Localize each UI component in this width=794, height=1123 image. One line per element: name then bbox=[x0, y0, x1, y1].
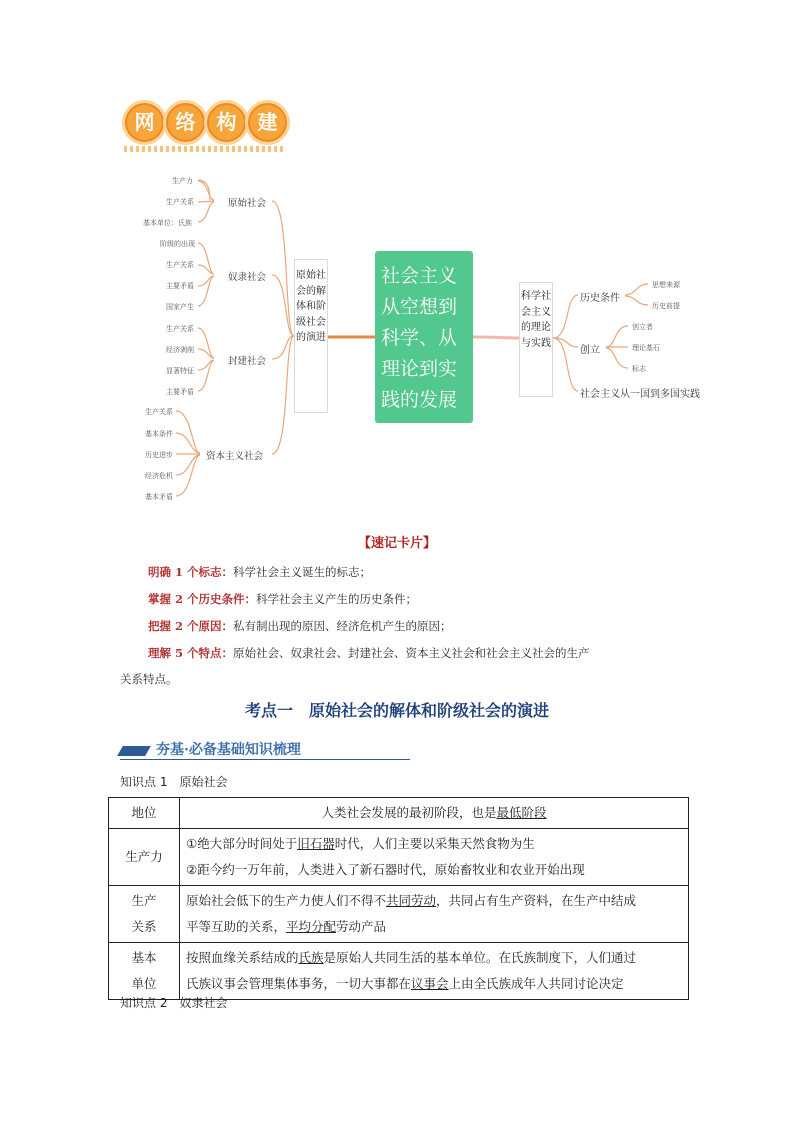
mm-leaf: 显著特征 bbox=[166, 367, 194, 375]
cell-text: 时代，人们主要以采集天然食物为生 bbox=[334, 836, 535, 851]
mm-leaf: 历史进步 bbox=[145, 451, 173, 459]
mm-right-node: 创立 bbox=[580, 345, 600, 356]
cell-underlined: 共同劳动 bbox=[386, 893, 437, 908]
cell-underlined: 最低阶段 bbox=[496, 805, 547, 820]
mm-right-branch: 科学社会主义的理论与实践 bbox=[519, 282, 553, 397]
mm-leaf: 生产关系 bbox=[166, 261, 194, 269]
cell-text: 平等互助的关系， bbox=[186, 919, 287, 934]
badge-char: 络 bbox=[163, 100, 208, 145]
badge-char: 网 bbox=[122, 100, 167, 145]
cards-title: 【速记卡片】 bbox=[357, 536, 436, 551]
card-key: 掌握 2 个历史条件： bbox=[148, 592, 257, 606]
mm-leaf: 主要矛盾 bbox=[166, 282, 194, 290]
cell-text: ①绝大部分时间处于 bbox=[186, 836, 298, 851]
cell-underlined: 平均分配 bbox=[286, 919, 337, 934]
cell-underlined: 议事会 bbox=[411, 976, 449, 991]
row-head-text: 生产关系 bbox=[131, 893, 157, 934]
mm-leaf: 国家产生 bbox=[166, 303, 194, 311]
card-line bbox=[148, 618, 452, 634]
mm-leaf: 基本矛盾 bbox=[145, 493, 173, 501]
mm-leaf: 经济危机 bbox=[145, 472, 173, 480]
card-text: 原始社会、奴隶社会、封建社会、资本主义社会和社会主义社会的生产 bbox=[233, 646, 590, 660]
knowledge-table bbox=[108, 797, 689, 1000]
table-row bbox=[109, 798, 689, 829]
cell-text: ②距今约一万年前，人类进入了新石器时代，原始畜牧业和农业开始出现 bbox=[186, 862, 585, 877]
cell-text: 上由全氏族成年人共同讨论决定 bbox=[448, 976, 624, 991]
mm-leaf: 基本单位：氏族 bbox=[143, 219, 192, 227]
mm-leaf: 经济剥削 bbox=[166, 346, 194, 354]
cell-underlined: 旧石器 bbox=[297, 836, 335, 851]
point-title: 考点一 原始社会的解体和阶级社会的演进 bbox=[244, 701, 549, 720]
mm-right-node: 历史条件 bbox=[580, 293, 620, 304]
mm-leaf: 生产关系 bbox=[145, 408, 173, 416]
row-cell bbox=[180, 798, 689, 829]
badge-char: 构 bbox=[204, 100, 249, 145]
card-key: 把握 2 个原因： bbox=[148, 619, 234, 633]
mm-leaf: 创立者 bbox=[632, 323, 653, 331]
row-cell bbox=[180, 943, 689, 1000]
table-row bbox=[109, 943, 689, 1000]
mm-leaf: 思想来源 bbox=[652, 281, 680, 289]
cell-text: 劳动产品 bbox=[336, 919, 387, 934]
row-head bbox=[109, 886, 180, 943]
badge-char: 建 bbox=[245, 100, 290, 145]
row-head bbox=[109, 943, 180, 1000]
row-head-text: 基本单位 bbox=[131, 950, 157, 991]
table-row bbox=[109, 829, 689, 886]
knowledge-point-heading: 知识点 1 原始社会 bbox=[120, 775, 228, 789]
mm-right-node: 社会主义从一国到多国实践 bbox=[580, 389, 700, 400]
card-line-cont: 关系特点。 bbox=[120, 672, 178, 686]
card-line bbox=[148, 591, 417, 607]
mind-map bbox=[0, 0, 794, 520]
mm-leaf: 主要矛盾 bbox=[166, 388, 194, 396]
cell-text: ，共同占有生产资料，在生产中结成 bbox=[436, 893, 637, 908]
card-line bbox=[148, 564, 371, 580]
mm-society: 奴隶社会 bbox=[228, 272, 267, 283]
mm-society: 封建社会 bbox=[228, 356, 267, 367]
card-key: 理解 5 个特点： bbox=[148, 646, 234, 660]
mm-leaf: 生产关系 bbox=[166, 198, 194, 206]
mm-leaf: 历史前提 bbox=[652, 302, 680, 310]
mm-leaf: 标志 bbox=[632, 365, 646, 373]
section-bar bbox=[120, 736, 410, 762]
mm-leaf: 生产力 bbox=[172, 177, 193, 185]
row-head: 地位 bbox=[109, 798, 180, 829]
row-cell bbox=[180, 829, 689, 886]
mm-leaf: 生产关系 bbox=[166, 325, 194, 333]
cell-text: 是原始人共同生活的基本单位。在氏族制度下，人们通过 bbox=[323, 950, 637, 965]
cell-text: 氏族议事会管理集体事务，一切大事都在 bbox=[186, 976, 412, 991]
mm-left-branch: 原始社会的解体和阶级社会的演进 bbox=[294, 259, 328, 413]
card-text: 私有制出现的原因、经济危机产生的原因； bbox=[233, 619, 452, 633]
mm-leaf: 阶级的出现 bbox=[160, 240, 195, 248]
card-line bbox=[148, 645, 590, 661]
cell-text: 原始社会低下的生产力使人们不得不 bbox=[186, 893, 387, 908]
section-bar-marker bbox=[117, 746, 151, 756]
cell-text: 人类社会发展的最初阶段，也是 bbox=[321, 805, 497, 820]
mm-center-topic: 社会主义从空想到科学、从理论到实践的发展 bbox=[375, 251, 473, 423]
row-cell bbox=[180, 886, 689, 943]
cell-underlined: 氏族 bbox=[298, 950, 324, 965]
mm-leaf: 理论基石 bbox=[632, 344, 660, 352]
mm-society: 原始社会 bbox=[228, 198, 267, 209]
mm-society: 资本主义社会 bbox=[206, 451, 264, 462]
card-key: 明确 1 个标志： bbox=[148, 565, 234, 579]
section-title: 夯基·必备基础知识梳理 bbox=[156, 742, 301, 758]
table-row bbox=[109, 886, 689, 943]
card-text: 科学社会主义产生的历史条件； bbox=[256, 592, 418, 606]
card-text: 科学社会主义诞生的标志； bbox=[233, 565, 372, 579]
section-underline bbox=[120, 759, 410, 760]
row-head: 生产力 bbox=[109, 829, 180, 886]
knowledge-point-heading: 知识点 2 奴隶社会 bbox=[120, 996, 228, 1010]
mm-leaf: 基本条件 bbox=[145, 430, 173, 438]
cell-text: 按照血缘关系结成的 bbox=[186, 950, 299, 965]
